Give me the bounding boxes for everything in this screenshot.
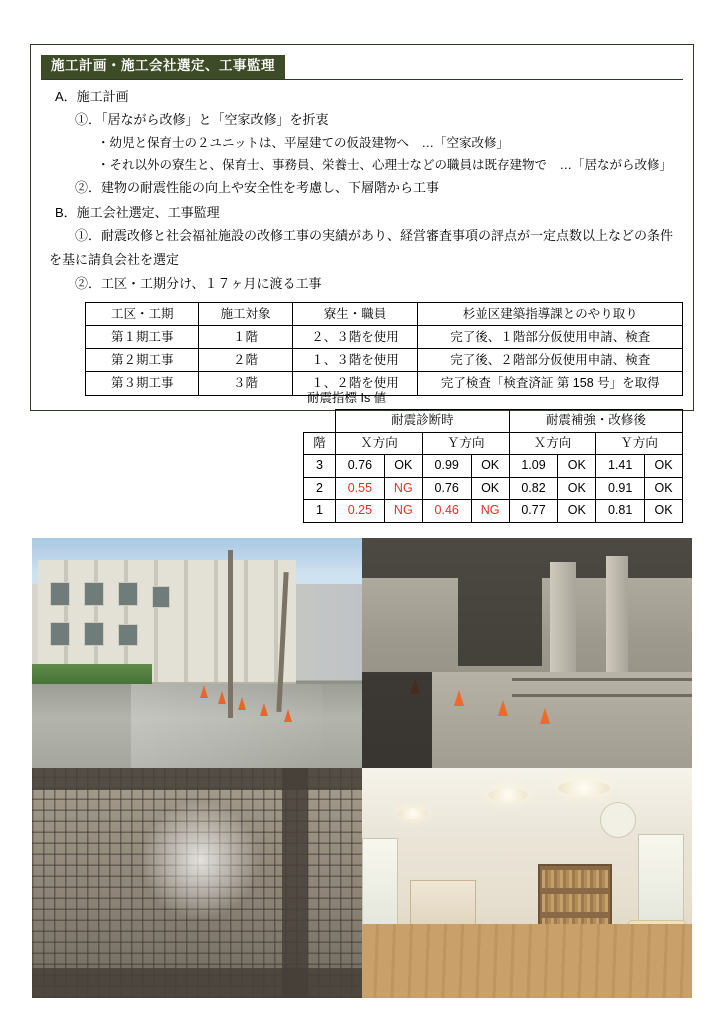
traffic-cone — [284, 709, 292, 722]
outline-item-b2: ②．工区・工期分け、１７ヶ月に渡る工事 — [75, 275, 322, 291]
is-subheader-after-y: Ｙ方向 — [596, 432, 683, 455]
building-window — [118, 624, 138, 646]
is-r0-c2-judge: OK — [558, 455, 596, 478]
is-group-header-1: 耐震補強・改修後 — [509, 410, 682, 433]
is-r1-c1-judge: OK — [471, 477, 509, 500]
is-r0-c3-judge: OK — [645, 455, 683, 478]
schedule-table — [85, 302, 683, 396]
schedule-r1-c0: 第２期工事 — [86, 349, 199, 372]
schedule-r0-c2: ２、３階を使用 — [292, 325, 418, 348]
schedule-header-2: 寮生・職員 — [292, 302, 418, 325]
vehicle — [362, 672, 432, 768]
is-group-header-row — [304, 410, 683, 433]
ceiling-shadow — [362, 538, 692, 578]
is-subheader-diag-x: Ｘ方向 — [336, 432, 423, 455]
construction-plan-section — [30, 44, 694, 411]
schedule-r2-c2: １、２階を使用 — [292, 372, 418, 395]
schedule-r0-c3: 完了後、１階部分仮使用申請、検査 — [418, 325, 683, 348]
books — [542, 870, 608, 888]
schedule-r0-c0: 第１期工事 — [86, 325, 199, 348]
traffic-cone — [454, 690, 464, 706]
building-window — [50, 622, 70, 646]
is-r2-c1-value: 0.46 — [422, 500, 471, 523]
schedule-header-0: 工区・工期 — [86, 302, 199, 325]
outline-item-b1: ①．耐震改修と社会福祉施設の改修工事の実績があり、経営審査事項の評点が一定点数以上などの条件 — [75, 228, 674, 244]
ceiling-light — [398, 808, 428, 819]
building-window — [84, 582, 104, 606]
is-subheader-floor: 階 — [304, 432, 336, 455]
is-group-header-0: 耐震診断時 — [336, 410, 510, 433]
section-title-row — [41, 55, 683, 80]
is-r2-c3-judge: OK — [645, 500, 683, 523]
wood-floor — [362, 924, 692, 998]
window-light — [140, 800, 260, 920]
traffic-cone — [540, 708, 550, 724]
utility-pole — [228, 550, 233, 718]
is-corner-blank — [304, 410, 336, 433]
is-value-block — [303, 388, 683, 523]
street — [32, 684, 362, 768]
photo-grid — [32, 538, 692, 998]
is-r2-c2-value: 0.77 — [509, 500, 558, 523]
ceiling — [362, 768, 692, 840]
ceiling-light — [558, 780, 610, 796]
is-r1-c3-judge: OK — [645, 477, 683, 500]
is-r0-c0-value: 0.76 — [336, 455, 385, 478]
ceiling-light — [488, 788, 528, 802]
outline-item-a2: ②．建物の耐震性能の向上や安全性を考慮し、下層階から工事 — [75, 180, 440, 196]
schedule-r2-c1: ３階 — [199, 372, 292, 395]
is-r1-floor: 2 — [304, 477, 336, 500]
outline-item-b: B．施工会社選定、工事監理 — [55, 204, 220, 220]
outline-bullet-a1-1: ・幼児と保育士の２ユニットは、平屋建ての仮設建物へ …「空家改修」 — [97, 135, 510, 150]
is-r1-c2-value: 0.82 — [509, 477, 558, 500]
table-row — [86, 349, 683, 372]
floor-edge — [32, 968, 362, 998]
outline-bullet-a1-2: ・それ以外の寮生と、保育士、事務員、栄養士、心理士などの職員は既存建物で …「居ながら改修」 — [97, 158, 673, 172]
is-value-table — [303, 409, 683, 523]
schedule-r0-c1: １階 — [199, 325, 292, 348]
handrail — [512, 678, 692, 681]
schedule-header-3: 杉並区建築指導課とのやり取り — [418, 302, 683, 325]
schedule-table-wrapper — [85, 302, 683, 396]
is-r1-c2-judge: OK — [558, 477, 596, 500]
vertical-post — [282, 768, 308, 998]
schedule-r1-c3: 完了後、２階部分仮使用申請、検査 — [418, 349, 683, 372]
schedule-r1-c2: １、３階を使用 — [292, 349, 418, 372]
building-window — [118, 582, 138, 606]
is-r0-c2-value: 1.09 — [509, 455, 558, 478]
schedule-header-1: 施工対象 — [199, 302, 292, 325]
handrail — [512, 694, 692, 697]
table-header-row — [86, 302, 683, 325]
is-r1-c0-value: 0.55 — [336, 477, 385, 500]
schedule-r2-c0: 第３期工事 — [86, 372, 199, 395]
window — [638, 834, 684, 932]
ceiling-beam — [32, 768, 362, 790]
photo-exterior-street — [32, 538, 362, 768]
is-table-title: 耐震指標 Is 値 — [307, 391, 387, 405]
section-title: 施工計画・施工会社選定、工事監理 — [41, 55, 285, 79]
is-r0-floor: 3 — [304, 455, 336, 478]
table-row — [304, 477, 683, 500]
traffic-cone — [260, 703, 268, 716]
books — [542, 894, 608, 912]
traffic-cone — [238, 697, 246, 710]
ceiling-fan — [600, 802, 636, 838]
window — [362, 838, 398, 932]
photo-construction-site — [362, 538, 692, 768]
photo-rebar-wall — [32, 768, 362, 998]
is-subheader-diag-y: Ｙ方向 — [422, 432, 509, 455]
photo-finished-interior — [362, 768, 692, 998]
building-window — [152, 586, 170, 608]
is-sub-header-row — [304, 432, 683, 455]
is-subheader-after-x: Ｘ方向 — [509, 432, 596, 455]
traffic-cone — [498, 700, 508, 716]
is-r1-c1-value: 0.76 — [422, 477, 471, 500]
is-r2-c1-judge: NG — [471, 500, 509, 523]
is-r2-c0-value: 0.25 — [336, 500, 385, 523]
is-r0-c1-judge: OK — [471, 455, 509, 478]
is-r1-c3-value: 0.91 — [596, 477, 645, 500]
building-window — [50, 582, 70, 606]
is-r2-c3-value: 0.81 — [596, 500, 645, 523]
outline-item-b1-cont: を基に請負会社を選定 — [49, 252, 180, 267]
table-row — [86, 325, 683, 348]
schedule-r2-c3: 完了検査「検査済証 第 158 号」を取得 — [418, 372, 683, 395]
is-r2-c2-judge: OK — [558, 500, 596, 523]
outline-item-a1: ①．「居ながら改修」と「空家改修」を折衷 — [75, 112, 329, 128]
traffic-cone — [200, 685, 208, 698]
traffic-cone — [218, 691, 226, 704]
table-row — [304, 500, 683, 523]
opening-shadow — [458, 578, 542, 666]
is-r0-c3-value: 1.41 — [596, 455, 645, 478]
is-r1-c0-judge: NG — [384, 477, 422, 500]
is-r0-c0-judge: OK — [384, 455, 422, 478]
is-r2-floor: 1 — [304, 500, 336, 523]
is-r0-c1-value: 0.99 — [422, 455, 471, 478]
building-window — [84, 622, 104, 646]
schedule-r1-c1: ２階 — [199, 349, 292, 372]
table-row — [304, 455, 683, 478]
outline-item-a: A．施工計画 — [55, 88, 129, 104]
is-r2-c0-judge: NG — [384, 500, 422, 523]
